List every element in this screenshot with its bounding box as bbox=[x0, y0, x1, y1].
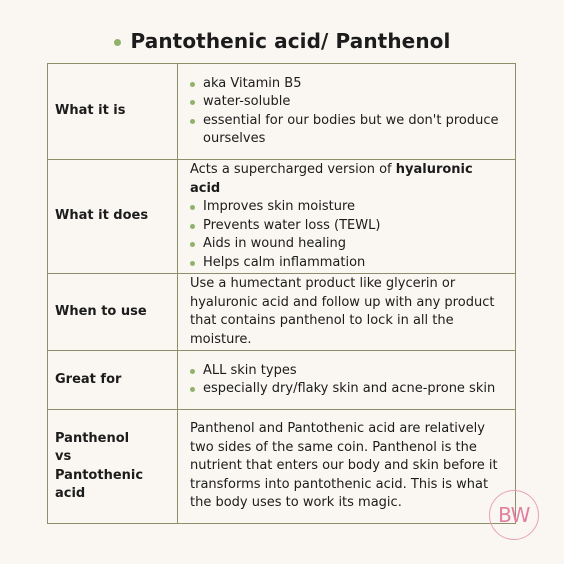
list-item: Improves skin moisture bbox=[190, 198, 507, 217]
row-text: Use a humectant product like glycerin or hyaluronic acid and follow up with any product that contains panthenol to lock in all the moisture. bbox=[190, 276, 495, 347]
label-line: vs bbox=[55, 449, 72, 464]
table-row-what-it-does bbox=[48, 160, 516, 274]
lead-prefix: Acts a supercharged version of bbox=[190, 162, 396, 177]
row-content-great-for bbox=[178, 351, 516, 410]
bullet-list bbox=[190, 198, 507, 272]
row-text: Panthenol and Pantothenic acid are relatively two sides of the same coin. Panthenol is the nutrient that enters our body and skin before it transforms into pantothenic acid. This is what the body uses to work its magic. bbox=[190, 421, 498, 511]
table-row-what-it-is bbox=[48, 64, 516, 160]
list-item: Helps calm inflammation bbox=[190, 254, 507, 273]
list-item: Aids in wound healing bbox=[190, 235, 507, 254]
row-content-what-it-does bbox=[178, 160, 516, 274]
page-title: Pantothenic acid/ Panthenol bbox=[130, 29, 451, 53]
info-table bbox=[47, 63, 516, 524]
bw-logo: BW bbox=[489, 490, 539, 540]
list-item: ALL skin types bbox=[190, 362, 507, 381]
title-row bbox=[0, 27, 564, 55]
lead-bold: hyaluronic acid bbox=[190, 162, 473, 196]
lead-text bbox=[190, 161, 507, 198]
table-row-panthenol-vs bbox=[48, 410, 516, 524]
row-label-great-for: Great for bbox=[48, 351, 178, 410]
list-item: water-soluble bbox=[190, 93, 507, 112]
row-content-when-to-use bbox=[178, 274, 516, 351]
bullet-list bbox=[190, 362, 507, 399]
row-label-what-it-does: What it does bbox=[48, 160, 178, 274]
table-row-when-to-use bbox=[48, 274, 516, 351]
list-item: essential for our bodies but we don't produce ourselves bbox=[190, 112, 507, 149]
title-bullet-icon bbox=[114, 39, 121, 46]
table-row-great-for bbox=[48, 351, 516, 410]
list-item: aka Vitamin B5 bbox=[190, 75, 507, 94]
label-line: Pantothenic acid bbox=[55, 467, 144, 501]
list-item: Prevents water loss (TEWL) bbox=[190, 217, 507, 236]
row-label-what-it-is: What it is bbox=[48, 64, 178, 160]
list-item: especially dry/flaky skin and acne-prone skin bbox=[190, 380, 507, 399]
row-content-panthenol-vs bbox=[178, 410, 516, 524]
row-label-panthenol-vs bbox=[48, 410, 178, 524]
bullet-list bbox=[190, 75, 507, 149]
row-content-what-it-is bbox=[178, 64, 516, 160]
label-line: Panthenol bbox=[55, 430, 130, 446]
row-label-when-to-use: When to use bbox=[48, 274, 178, 351]
